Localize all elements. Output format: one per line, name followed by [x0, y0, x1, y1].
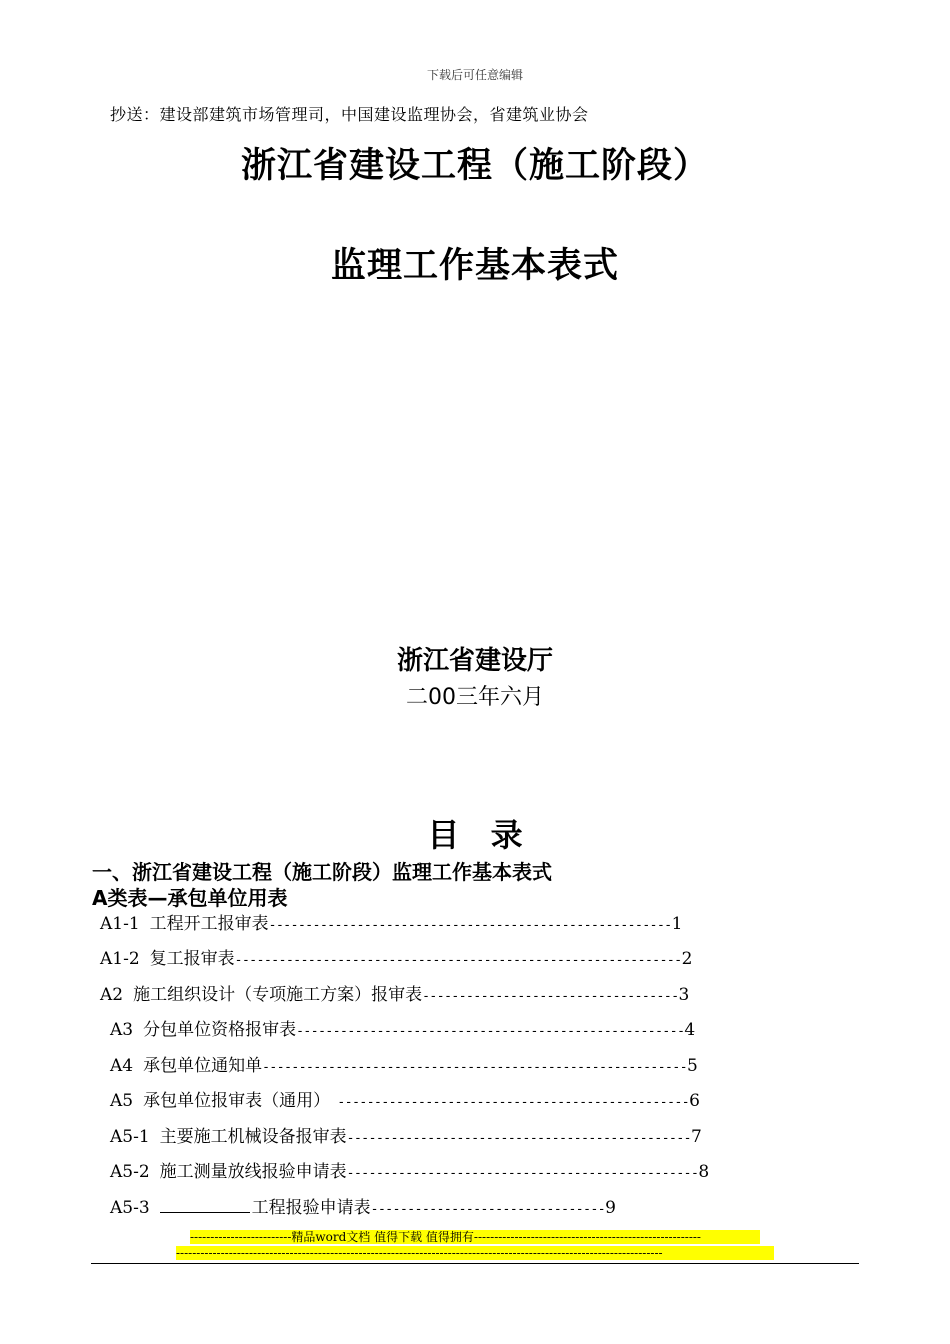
toc-item-page: 7 — [691, 1127, 702, 1147]
toc-leader: -------------------------------- — [370, 1202, 606, 1217]
toc-item — [110, 1193, 616, 1218]
toc-item-code: A1-2 — [100, 949, 140, 969]
toc-item-code: A5-2 — [110, 1162, 150, 1182]
toc-item-code: A1-1 — [100, 914, 140, 934]
toc-item-code: A5-1 — [110, 1127, 150, 1147]
toc-item-label: 分包单位资格报审表 — [143, 1020, 297, 1040]
toc-item-label: 施工组织设计（专项施工方案）报审表 — [133, 985, 423, 1005]
toc-item-page: 8 — [698, 1162, 710, 1182]
header-note: 下载后可任意编辑 — [426, 68, 523, 82]
toc-item-label: 复工报审表 — [149, 949, 235, 969]
toc-item — [110, 1122, 702, 1147]
footer-band-dashes: ------------------------------------------------------------------------------------------------------------------------ — [176, 1246, 663, 1260]
footer-divider — [91, 1263, 859, 1264]
toc-item — [110, 1015, 695, 1040]
toc-item-label: 承包单位报审表（通用） — [143, 1091, 331, 1111]
toc-leader: ------------------------------------------------------------- — [234, 953, 682, 968]
toc-item-code: A5 — [110, 1091, 134, 1111]
footer-band-dashes: ------------------------- — [190, 1230, 292, 1244]
toc-item-label: 主要施工机械设备报审表 — [159, 1127, 347, 1147]
toc-heading: 目 录 — [427, 816, 523, 854]
toc-item-page: 9 — [605, 1198, 616, 1218]
toc-item-page: 3 — [678, 985, 690, 1005]
issuer: 浙江省建设厅 — [396, 646, 553, 676]
toc-item — [100, 944, 692, 969]
toc-item — [100, 980, 689, 1005]
toc-leader: ----------------------------------- — [422, 989, 679, 1004]
toc-item — [110, 1086, 700, 1111]
toc-item-label: 工程开工报审表 — [149, 914, 269, 934]
toc-item — [110, 1157, 709, 1182]
toc-item-page: 6 — [689, 1091, 700, 1111]
footer-band-top — [190, 1230, 760, 1244]
footer-band-text: 精品word文档 值得下载 值得拥有 — [291, 1230, 474, 1244]
footer-band-dashes: -------------------------------------------------------- — [473, 1230, 701, 1244]
issue-date: 二00三年六月 — [406, 685, 544, 710]
toc-leader: ------------------------------------------------ — [346, 1166, 699, 1181]
toc-leader: ---------------------------------------------------------- — [262, 1060, 688, 1075]
toc-item-code: A4 — [110, 1056, 134, 1076]
toc-item-code: A3 — [110, 1020, 134, 1040]
toc-leader: ----------------------------------------------------- — [296, 1024, 685, 1039]
toc-item-page: 5 — [687, 1056, 698, 1076]
toc-item-label: 施工测量放线报验申请表 — [159, 1162, 347, 1182]
toc-item — [110, 1051, 698, 1076]
footer-band-bottom — [176, 1246, 774, 1260]
toc-item-label: 承包单位通知单 — [143, 1056, 263, 1076]
fill-in-blank — [160, 1196, 250, 1213]
cc-line: 抄送：建设部建筑市场管理司，中国建设监理协会，省建筑业协会 — [110, 105, 589, 124]
toc-item-page: 2 — [681, 949, 693, 969]
toc-item — [100, 909, 682, 934]
toc-leader: ------------------------------------------------ — [330, 1095, 690, 1110]
cover-title-line2: 监理工作基本表式 — [330, 246, 619, 286]
toc-item-page: 1 — [671, 914, 683, 934]
toc-item-code: A2 — [100, 985, 124, 1005]
toc-item-code: A5-3 — [110, 1198, 150, 1218]
toc-leader: ----------------------------------------------- — [346, 1131, 692, 1146]
toc-leader: ------------------------------------------------------- — [268, 918, 672, 933]
cover-title-line1: 浙江省建设工程（施工阶段） — [240, 146, 709, 186]
toc-item-label: 工程报验申请表 — [251, 1198, 371, 1218]
toc-subsection-title: A类表—承包单位用表 — [92, 886, 288, 910]
toc-item-page: 4 — [684, 1020, 696, 1040]
toc-section-title: 一、浙江省建设工程（施工阶段）监理工作基本表式 — [92, 860, 552, 884]
